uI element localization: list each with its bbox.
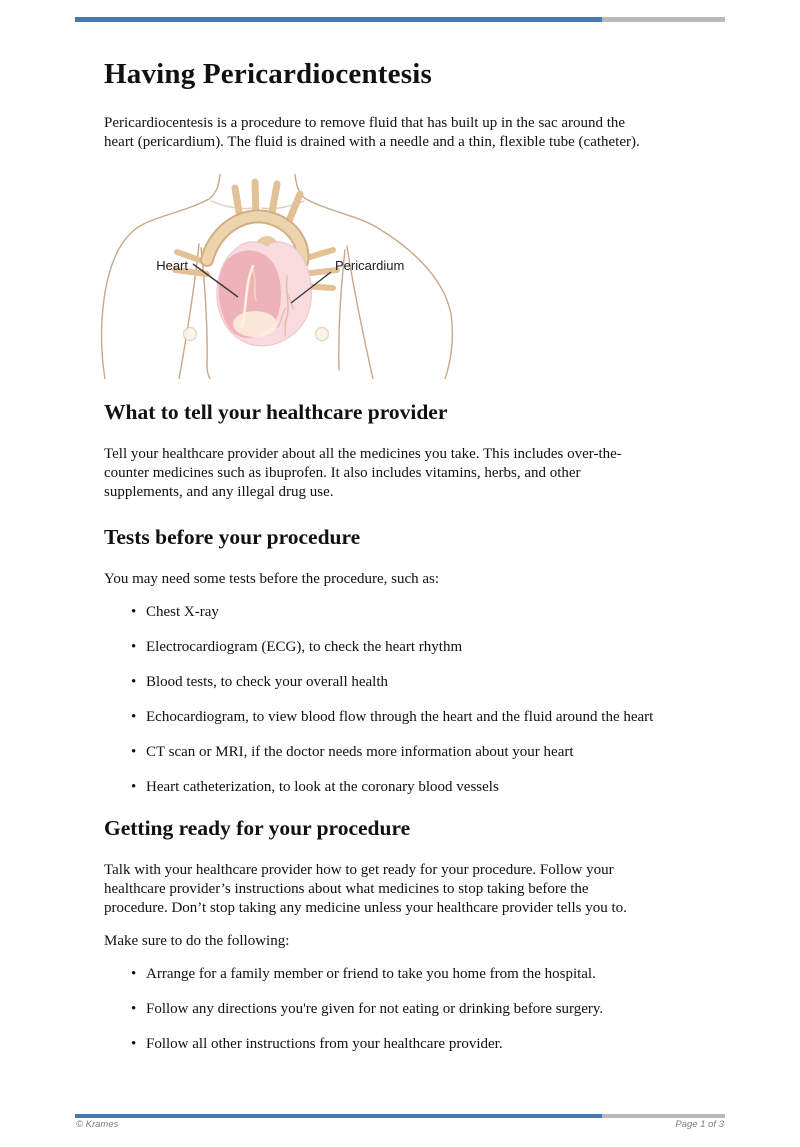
heart-label: Heart	[156, 258, 188, 273]
footer-rule-blue-segment	[75, 1114, 602, 1118]
footer-rule-gray-segment	[602, 1114, 726, 1118]
page-title: Having Pericardiocentesis	[104, 58, 432, 90]
section-heading-tests-before: Tests before your procedure	[104, 525, 361, 549]
tests-bullet-list	[104, 603, 730, 797]
chest-heart-illustration	[95, 174, 460, 379]
list-item: • Follow any directions you're given for not eating or drinking before surgery.	[146, 1000, 730, 1019]
tests-lead-text: You may need some tests before the procedure, such as:	[104, 571, 440, 587]
pericardium-label: Pericardium	[335, 258, 405, 273]
getting-ready-paragraph: Talk with your healthcare provider how to get ready for your procedure. Follow your healthcare provider’s instructions about what medicines to stop taking before the procedure. Don’t stop taking any medicine unless your healthcare provider tells you to.	[104, 862, 627, 916]
intro-paragraph: Pericardiocentesis is a procedure to remove fluid that has built up in the sac around the heart (pericardium). The fluid is drained with a needle and a thin, flexible tube (catheter).	[104, 115, 640, 150]
list-item: • Follow all other instructions from your healthcare provider.	[146, 1035, 730, 1054]
header-rule-gray-segment	[602, 17, 726, 22]
list-item: • Heart catheterization, to look at the coronary blood vessels	[146, 778, 730, 797]
list-item: • Blood tests, to check your overall health	[146, 673, 730, 692]
list-item: • Arrange for a family member or friend to take you home from the hospital.	[146, 965, 730, 984]
list-item: • Echocardiogram, to view blood flow through the heart and the fluid around the heart	[146, 708, 730, 727]
what-to-tell-paragraph: Tell your healthcare provider about all the medicines you take. This includes over-the- counter medicines such as ibuprofen. It also includes vitamins, herbs, and other supplements, and any illegal drug use.	[104, 446, 622, 500]
list-item: • Chest X-ray	[146, 603, 730, 622]
getting-ready-lead-text: Make sure to do the following:	[104, 933, 290, 949]
anatomy-figure	[95, 174, 460, 379]
list-item: • Electrocardiogram (ECG), to check the heart rhythm	[146, 638, 730, 657]
list-item: • CT scan or MRI, if the doctor needs more information about your heart	[146, 743, 730, 762]
section-heading-what-to-tell: What to tell your healthcare provider	[104, 400, 448, 424]
footer-rule	[75, 1114, 725, 1118]
heart-highlight	[233, 311, 277, 337]
section-heading-getting-ready: Getting ready for your procedure	[104, 816, 411, 840]
copyright-text: © Krames	[76, 1119, 119, 1130]
getting-ready-bullet-list	[104, 965, 730, 1054]
document-body	[0, 58, 800, 1054]
header-rule	[75, 17, 725, 22]
footer	[76, 1119, 724, 1130]
page-number: Page 1 of 3	[675, 1119, 724, 1130]
header-rule-blue-segment	[75, 17, 602, 22]
